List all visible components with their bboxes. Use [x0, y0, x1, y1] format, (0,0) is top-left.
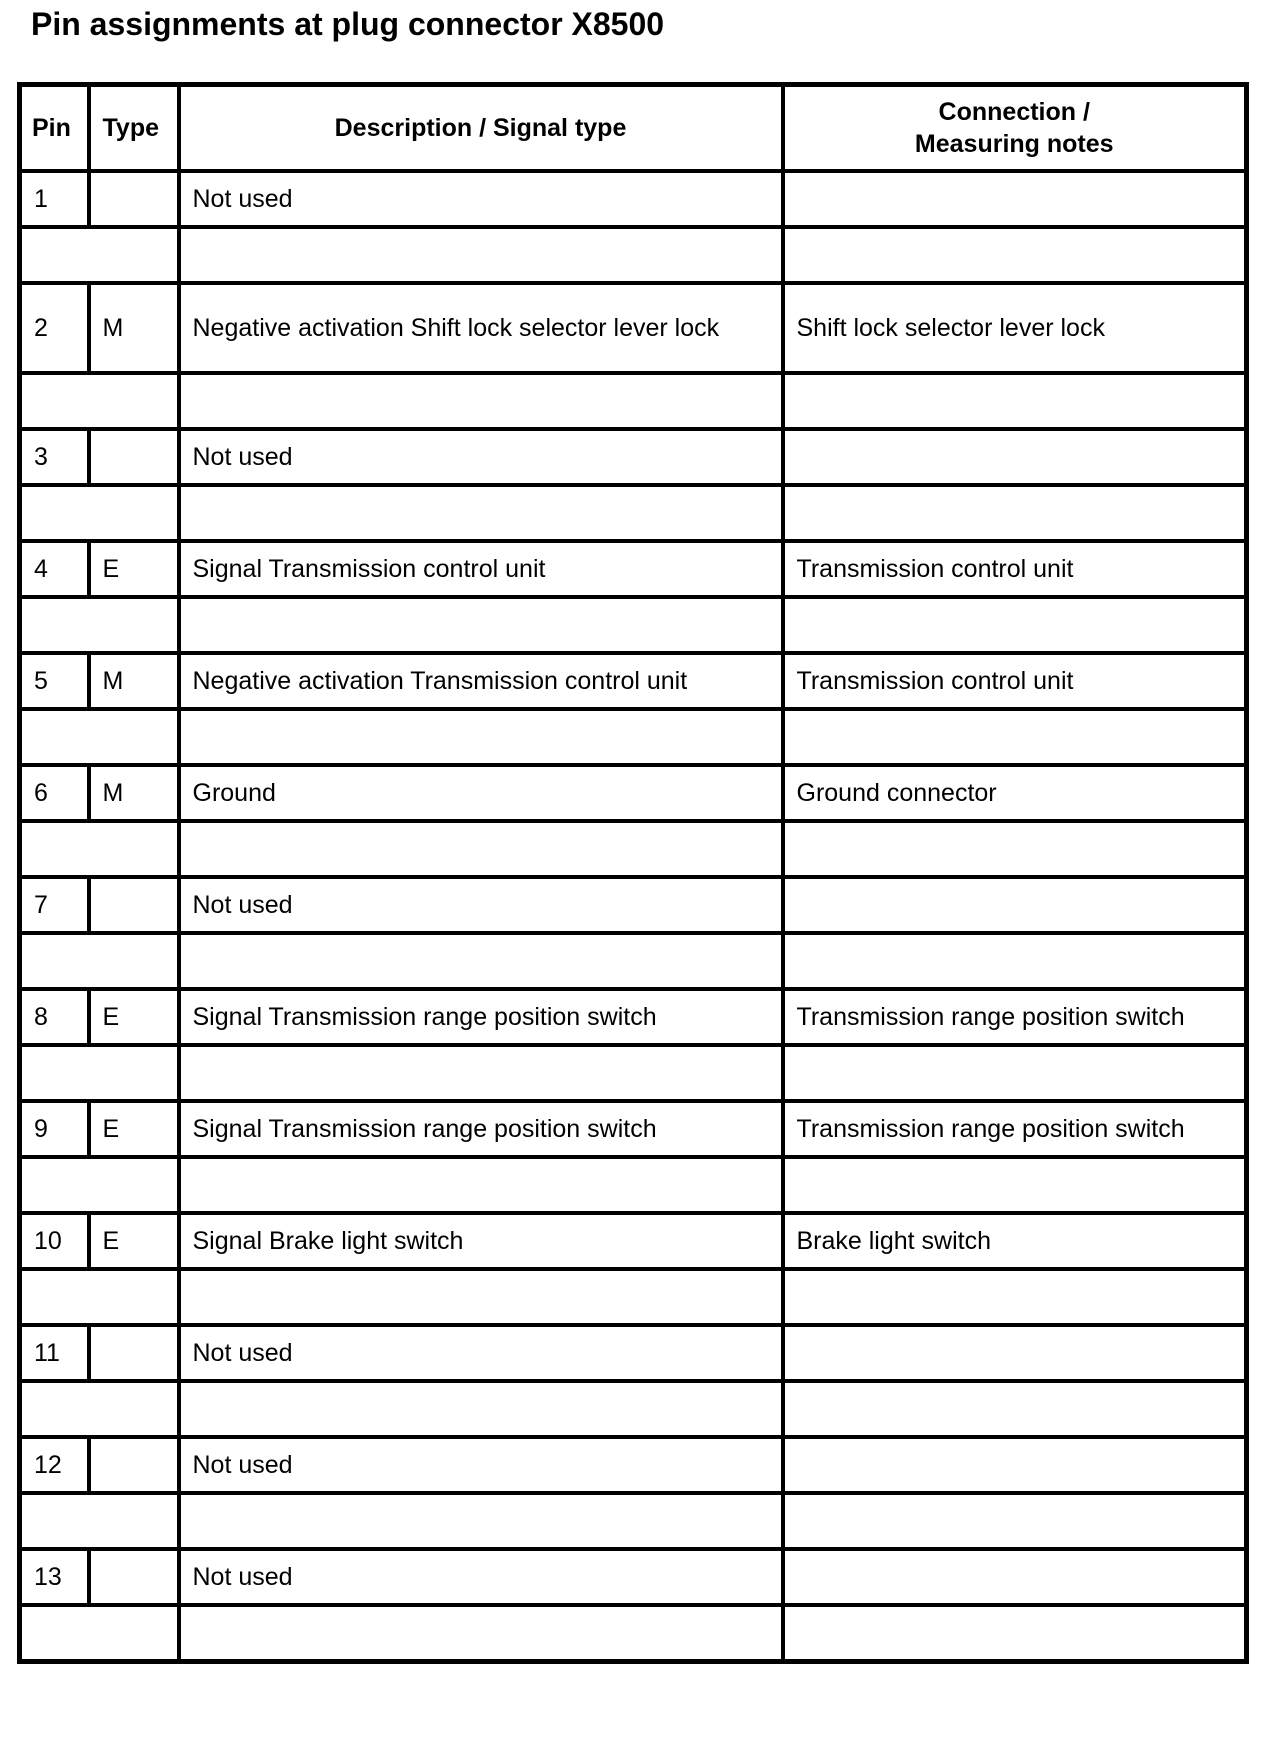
spacer-cell: [783, 227, 1247, 283]
cell-description: Signal Transmission range position switch: [179, 1101, 783, 1157]
spacer-cell: [783, 373, 1247, 429]
cell-pin: 6: [20, 765, 89, 821]
page-title: Pin assignments at plug connector X8500: [31, 6, 665, 42]
spacer-row: [20, 1269, 1247, 1325]
spacer-row: [20, 597, 1247, 653]
spacer-cell: [783, 1269, 1247, 1325]
spacer-row: [20, 1381, 1247, 1437]
table-row: [20, 1437, 1247, 1493]
spacer-cell: [783, 485, 1247, 541]
spacer-cell: [179, 597, 783, 653]
cell-description: Not used: [179, 429, 783, 485]
spacer-row: [20, 821, 1247, 877]
cell-pin: 13: [20, 1549, 89, 1605]
spacer-cell: [783, 1045, 1247, 1101]
cell-type: [89, 1437, 179, 1493]
pin-assignment-table: [17, 82, 1249, 1664]
spacer-cell: [179, 933, 783, 989]
spacer-cell: [179, 485, 783, 541]
header-connection: [783, 85, 1247, 172]
table-row: [20, 283, 1247, 373]
spacer-cell: [783, 1157, 1247, 1213]
cell-pin: 12: [20, 1437, 89, 1493]
cell-connection: Transmission control unit: [783, 541, 1247, 597]
cell-description: Ground: [179, 765, 783, 821]
cell-pin: 8: [20, 989, 89, 1045]
spacer-row: [20, 227, 1247, 283]
cell-pin: 9: [20, 1101, 89, 1157]
cell-description: Negative activation Transmission control unit: [179, 653, 783, 709]
cell-type: E: [89, 989, 179, 1045]
spacer-cell: [20, 597, 179, 653]
spacer-cell: [20, 821, 179, 877]
cell-connection: Transmission range position switch: [783, 989, 1247, 1045]
cell-connection: [783, 877, 1247, 933]
table-row: [20, 989, 1247, 1045]
cell-description: Signal Transmission control unit: [179, 541, 783, 597]
cell-connection: [783, 1325, 1247, 1381]
header-connection-line2: Measuring notes: [914, 130, 1114, 158]
cell-type: [89, 1325, 179, 1381]
cell-type: [89, 877, 179, 933]
spacer-cell: [179, 1493, 783, 1549]
cell-description: Signal Brake light switch: [179, 1213, 783, 1269]
spacer-cell: [20, 227, 179, 283]
cell-connection: [783, 171, 1247, 227]
header-connection-line1: Connection /: [938, 98, 1090, 126]
table-row: [20, 1549, 1247, 1605]
cell-type: M: [89, 765, 179, 821]
cell-pin: 2: [20, 283, 89, 373]
spacer-cell: [179, 1381, 783, 1437]
spacer-cell: [179, 373, 783, 429]
cell-type: E: [89, 1213, 179, 1269]
spacer-cell: [783, 597, 1247, 653]
cell-connection: Ground connector: [783, 765, 1247, 821]
header-row: [20, 85, 1247, 172]
cell-pin: 7: [20, 877, 89, 933]
cell-connection: [783, 1437, 1247, 1493]
header-pin: Pin: [20, 85, 89, 172]
cell-description: Not used: [179, 1325, 783, 1381]
spacer-cell: [783, 1605, 1247, 1662]
cell-connection: Shift lock selector lever lock: [783, 283, 1247, 373]
table-row: [20, 171, 1247, 227]
cell-pin: 4: [20, 541, 89, 597]
spacer-cell: [179, 1605, 783, 1662]
spacer-cell: [20, 1605, 179, 1662]
cell-connection: Transmission range position switch: [783, 1101, 1247, 1157]
spacer-cell: [783, 821, 1247, 877]
spacer-row: [20, 373, 1247, 429]
spacer-row: [20, 709, 1247, 765]
table-row: [20, 429, 1247, 485]
cell-pin: 3: [20, 429, 89, 485]
spacer-cell: [20, 1493, 179, 1549]
table-row: [20, 877, 1247, 933]
cell-description: Not used: [179, 877, 783, 933]
header-description: Description / Signal type: [179, 85, 783, 172]
cell-description: Not used: [179, 1437, 783, 1493]
spacer-cell: [179, 1045, 783, 1101]
cell-connection: Brake light switch: [783, 1213, 1247, 1269]
spacer-cell: [179, 709, 783, 765]
spacer-row: [20, 1045, 1247, 1101]
table-row: [20, 541, 1247, 597]
spacer-cell: [179, 1269, 783, 1325]
spacer-cell: [20, 933, 179, 989]
spacer-cell: [20, 1381, 179, 1437]
spacer-cell: [20, 373, 179, 429]
cell-type: M: [89, 653, 179, 709]
cell-connection: [783, 429, 1247, 485]
spacer-cell: [20, 1045, 179, 1101]
spacer-cell: [783, 709, 1247, 765]
table-row: [20, 765, 1247, 821]
cell-connection: [783, 1549, 1247, 1605]
cell-type: E: [89, 541, 179, 597]
cell-pin: 5: [20, 653, 89, 709]
spacer-cell: [20, 485, 179, 541]
cell-type: [89, 1549, 179, 1605]
table-row: [20, 1325, 1247, 1381]
spacer-row: [20, 1605, 1247, 1662]
spacer-row: [20, 1493, 1247, 1549]
table-row: [20, 1213, 1247, 1269]
spacer-cell: [783, 933, 1247, 989]
spacer-cell: [179, 821, 783, 877]
header-type: Type: [89, 85, 179, 172]
spacer-cell: [20, 709, 179, 765]
spacer-cell: [783, 1493, 1247, 1549]
cell-description: Not used: [179, 1549, 783, 1605]
table-row: [20, 1101, 1247, 1157]
spacer-cell: [179, 227, 783, 283]
spacer-row: [20, 485, 1247, 541]
spacer-row: [20, 933, 1247, 989]
table-row: [20, 653, 1247, 709]
spacer-cell: [20, 1269, 179, 1325]
cell-type: E: [89, 1101, 179, 1157]
spacer-cell: [783, 1381, 1247, 1437]
cell-description: Not used: [179, 171, 783, 227]
cell-pin: 1: [20, 171, 89, 227]
cell-connection: Transmission control unit: [783, 653, 1247, 709]
cell-description: Signal Transmission range position switch: [179, 989, 783, 1045]
spacer-cell: [20, 1157, 179, 1213]
cell-type: [89, 429, 179, 485]
cell-pin: 11: [20, 1325, 89, 1381]
spacer-row: [20, 1157, 1247, 1213]
cell-type: [89, 171, 179, 227]
cell-pin: 10: [20, 1213, 89, 1269]
cell-description: Negative activation Shift lock selector lever lock: [179, 283, 783, 373]
spacer-cell: [179, 1157, 783, 1213]
cell-type: M: [89, 283, 179, 373]
